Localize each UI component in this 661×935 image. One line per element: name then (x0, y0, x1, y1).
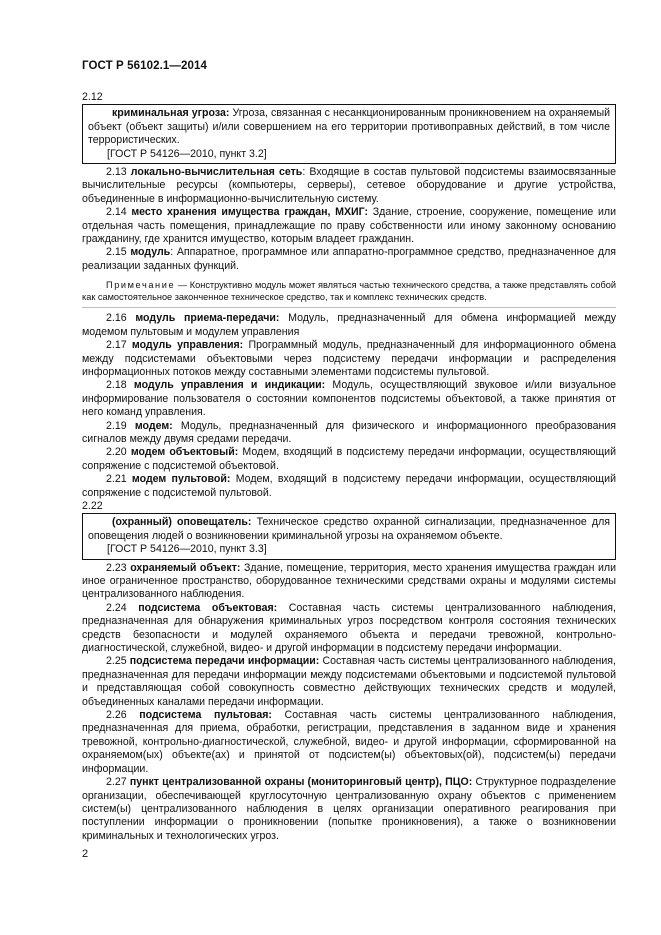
term: модем объектовый: (130, 446, 239, 459)
document-header: ГОСТ Р 56102.1—2014 (82, 60, 207, 72)
term: криминальная угроза: (112, 107, 230, 120)
term-2-23: 2.23 охраняемый объект: Здание, помещение, территория, место хранения имущества граждан или иное ограниченное пространство, оборудованное техническими средствами охраны и модулями системы централизованного наблюдения. (82, 561, 616, 601)
term: место хранения имущества граждан, МХИГ: (131, 206, 369, 219)
term-2-24: 2.24 подсистема объектовая: Составная часть системы централизованного наблюдения, предназначенная для обнаружения криминальных угроз посредством контроля состояния технических средств безопасности и модулей охраняемого объекта и передачи тревожной, контрольно-диагностической, служебной, видео- и другой информации в подсистему передачи информации. (82, 601, 616, 655)
term: подсистема пультовая: (139, 709, 272, 722)
note-paragraph: Примечание — Конструктивно модуль может являться частью технического средства, а также представлять собой как самостоятельное законченное техническое средство, так и комплекс технических средств. (82, 279, 616, 308)
source-reference: [ГОСТ Р 54126—2010, пункт 3.3] (107, 543, 267, 556)
term-2-18: 2.18 модуль управления и индикации: Модуль, осуществляющий звуковое и/или визуальное информирование пользователя о состоянии компонентов подсистемы объектовой, а также принятия от него команд управления. (82, 379, 616, 419)
term-2-14: 2.14 место хранения имущества граждан, МХИГ: Здание, строение, сооружение, помещение или отдельная часть помещения, принадлежащие по праву собственности или иному законному основанию гражданину, где хранится имущество, которым владеет гражданин. (82, 206, 616, 246)
term: (охранный) оповещатель: (112, 516, 252, 529)
definition-text: Угроза, связанная с несанкционированным проникновением на охраняемый объект (объект защиты) и/или совершением на его территории противоправных действий, в том числе террористических. (88, 107, 610, 147)
definition-text: Техническое средство охранной сигнализации, предназначенное для оповещения людей о возникновении криминальной угрозы на охраняемом объекте. (88, 516, 611, 542)
document-body (82, 91, 616, 843)
definition-annunciator (88, 516, 610, 543)
term: пункт централизованной охраны (мониторинговый центр), ПЦО: (129, 776, 473, 789)
term-2-27: 2.27 пункт централизованной охраны (мониторинговый центр), ПЦО: Структурное подразделение организации, обеспечивающей круглосуточную централизованную охрану объектов с применением систем(ы) централизованного наблюдения в целях организации оперативного реагирования при поступлении информации о проникновении (попытке проникновения), а также о возникновении криминальных и технологических угроз. (82, 776, 616, 842)
term: подсистема передачи информации: (129, 655, 320, 668)
quoted-definition-box (82, 104, 616, 164)
term-2-25: 2.25 подсистема передачи информации: Составная часть системы централизованного наблюдения, предназначенная для передачи информации между подсистемами объектовыми и подсистемой пультовой и представляющая собой совокупность совместно действующих технических средств и модулей, объединенных каналами передачи информации. (82, 655, 616, 708)
term: модуль приема-передачи: (135, 312, 280, 325)
term-number-2-22: 2.22 (82, 499, 103, 512)
term: модуль (130, 246, 171, 259)
term: модуль управления: (131, 339, 244, 352)
term-2-19: 2.19 модем: Модуль, предназначенный для физического и информационного преобразования сигналов между двумя средами передачи. (82, 419, 616, 445)
term: охраняемый объект: (130, 561, 241, 574)
source-reference: [ГОСТ Р 54126—2010, пункт 3.2] (107, 147, 267, 160)
term: подсистема объектовая: (138, 601, 278, 614)
definition-criminal-threat (88, 107, 610, 147)
term: локально-вычислительная сеть (130, 166, 303, 179)
term: модем: (134, 419, 173, 432)
term-2-17: 2.17 модуль управления: Программный модуль, предназначенный для информационного обмена между подсистемами объектовыми через подсистему передачи информации и распределения информационных потоков между составными элементами подсистемы пультовой. (82, 339, 616, 378)
term: модем пультовой: (131, 473, 231, 486)
term-2-21: 2.21 модем пультовой: Модем, входящий в подсистему передачи информации, осуществляющий сопряжение с подсистемой пультовой. (82, 473, 616, 499)
term-number-2-12: 2.12 (82, 91, 103, 103)
term-2-26: 2.26 подсистема пультовая: Составная часть системы централизованного наблюдения, предназначенная для приема, обработки, регистрации, представления в заданном виде и хранения тревожной, контрольно-диагностической, служебной, видео- и другой информации, сформированной на охраняемом(ых) объекте(ах) и принятой от подсистем(ы) объектовых(ой), подсистем(ы) передачи информации. (82, 709, 616, 775)
term: модуль управления и индикации: (133, 379, 326, 392)
page-number: 2 (82, 848, 89, 860)
quoted-definition-box (82, 513, 616, 559)
term-2-13: 2.13 локально-вычислительная сеть: Входящие в состав пультовой подсистемы взаимосвязанные вычислительные ресурсы (компьютеры, серверы), сетевое оборудование и другие устройства, объединенные в информационно-вычислительную систему. (82, 166, 616, 205)
note-label: Примечание (106, 280, 176, 291)
term-2-20: 2.20 модем объектовый: Модем, входящий в подсистему передачи информации, осуществляющий сопряжение с подсистемой объектовой. (82, 446, 616, 472)
term-2-16: 2.16 модуль приема-передачи: Модуль, предназначенный для обмена информацией между модемом пультовым и модулем управления (82, 312, 616, 338)
term-2-15: 2.15 модуль: Аппаратное, программное или аппаратно-программное средство, предназначенное для реализации заданных функций. (82, 246, 616, 272)
